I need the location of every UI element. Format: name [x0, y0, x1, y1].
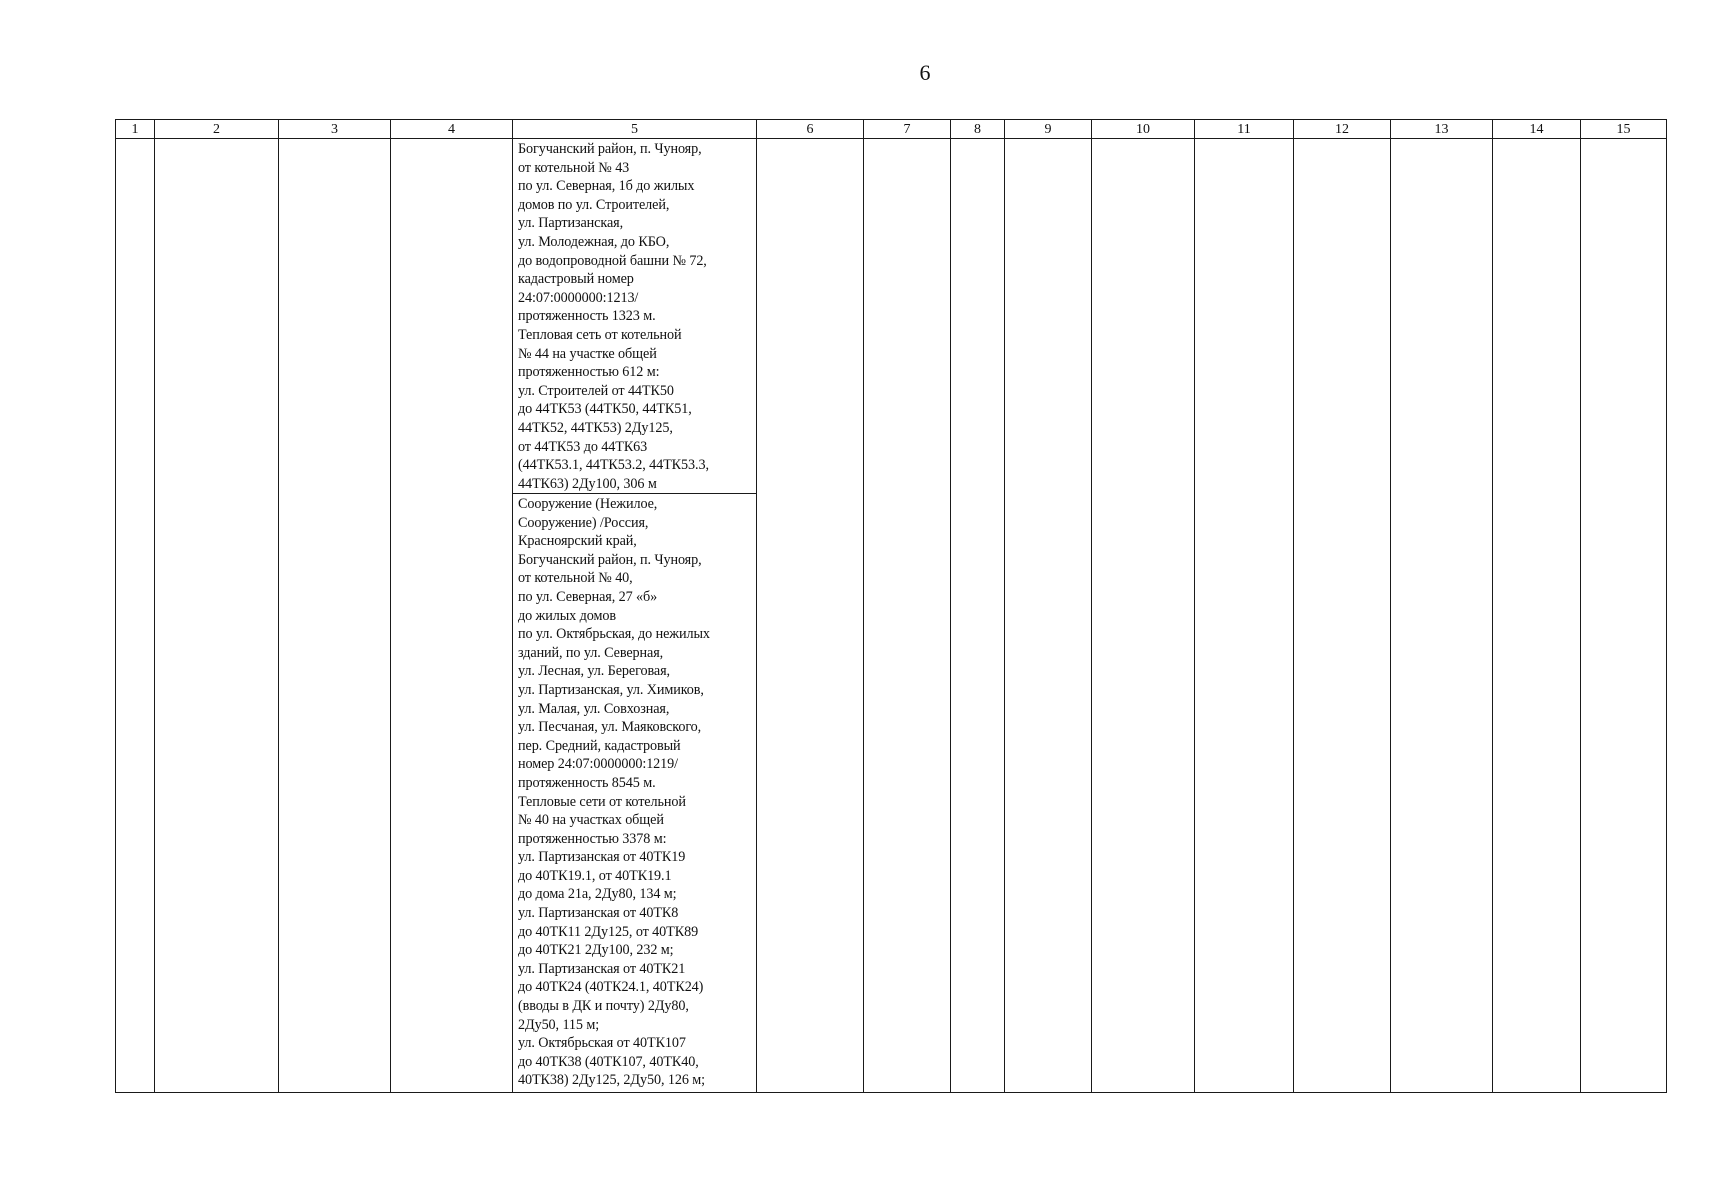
column-header-10: 10	[1092, 120, 1195, 139]
cell-col-8	[951, 139, 1005, 1093]
cell-col-7	[864, 139, 951, 1093]
column-header-4: 4	[391, 120, 513, 139]
cell-col-12	[1294, 139, 1391, 1093]
cell-col-11	[1195, 139, 1294, 1093]
column-header-15: 15	[1581, 120, 1667, 139]
column-header-5: 5	[513, 120, 757, 139]
cell-col-15	[1581, 139, 1667, 1093]
column-header-7: 7	[864, 120, 951, 139]
column-header-14: 14	[1493, 120, 1581, 139]
column-header-11: 11	[1195, 120, 1294, 139]
column-header-6: 6	[757, 120, 864, 139]
cell-col-14	[1493, 139, 1581, 1093]
column-header-2: 2	[155, 120, 279, 139]
cell-col-3	[279, 139, 391, 1093]
object-description-entry: Сооружение (Нежилое, Сооружение) /Россия, Красноярский край, Богучанский район, п. Чунояр, от котельной № 40, по ул. Северная, 27 «б» до жилых домов по ул. Октябрьская, до нежилых зданий, по ул. Северная, ул. Лесная, ул. Береговая, ул. Партизанская, ул. Химиков, ул. Малая, ул. Совхозная, ул. Песчаная, ул. Маяковского, пер. Средний, кадастровый номер 24:07:0000000:1219/ протяженность 8545 м. Тепловые сети от котельной № 40 на участках общей протяженностью 3378 м: ул. Партизанская от 40ТК19 до 40ТК19.1, от 40ТК19.1 до дома 21а, 2Ду80, 134 м; ул. Партизанская от 40ТК8 до 40ТК11 2Ду125, от 40ТК89 до 40ТК21 2Ду100, 232 м; ул. Партизанская от 40ТК21 до 40ТК24 (40ТК24.1, 40ТК24) (вводы в ДК и почту) 2Ду80, 2Ду50, 115 м; ул. Октябрьская от 40ТК107 до 40ТК38 (40ТК107, 40ТК40, 40ТК38) 2Ду125, 2Ду50, 126 м;	[518, 496, 710, 1089]
column-header-3: 3	[279, 120, 391, 139]
column-header-12: 12	[1294, 120, 1391, 139]
column-header-9: 9	[1005, 120, 1092, 139]
header-row	[116, 120, 1667, 139]
cell-col-1	[116, 139, 155, 1093]
table-row	[116, 139, 1667, 1093]
column-header-13: 13	[1391, 120, 1493, 139]
cell-col-4	[391, 139, 513, 1093]
cell-col-5	[513, 139, 757, 1093]
cell-col-2	[155, 139, 279, 1093]
data-table	[115, 119, 1667, 1093]
column-header-8: 8	[951, 120, 1005, 139]
cell-col-9	[1005, 139, 1092, 1093]
page-number: 6	[919, 60, 931, 85]
column-header-1: 1	[116, 120, 155, 139]
cell-col-10	[1092, 139, 1195, 1093]
object-description-entry: Богучанский район, п. Чунояр, от котельной № 43 по ул. Северная, 1б до жилых домов по ул. Строителей, ул. Партизанская, ул. Молодежная, до КБО, до водопроводной башни № 72, кадастровый номер 24:07:0000000:1213/ протяженность 1323 м. Тепловая сеть от котельной № 44 на участке общей протяженностью 612 м: ул. Строителей от 44ТК50 до 44ТК53 (44ТК50, 44ТК51, 44ТК52, 44ТК53) 2Ду125, от 44ТК53 до 44ТК63 (44ТК53.1, 44ТК53.2, 44ТК53.3, 44ТК63) 2Ду100, 306 м	[513, 139, 756, 494]
cell-col-13	[1391, 139, 1493, 1093]
cell-col-6	[757, 139, 864, 1093]
